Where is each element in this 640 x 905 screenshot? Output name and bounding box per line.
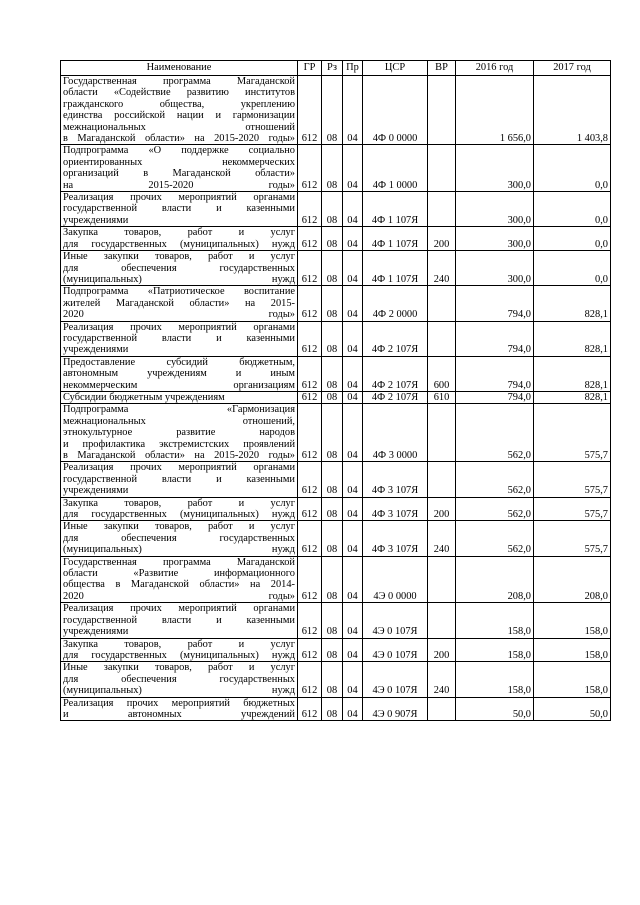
table-row	[61, 662, 611, 697]
cell-2016: 158,0	[456, 638, 534, 662]
table-row	[61, 404, 611, 462]
table-row	[61, 192, 611, 227]
cell-name	[61, 521, 298, 556]
cell-pr: 04	[343, 404, 363, 462]
table-row	[61, 497, 611, 521]
name-line: Реализация прочих мероприятий органами	[63, 192, 295, 204]
cell-gr: 612	[298, 391, 322, 403]
cell-vr: 200	[428, 497, 456, 521]
name-line: (муниципальных) нужд	[63, 544, 295, 556]
name-line: Подпрограмма «Патриотическое воспитание	[63, 286, 295, 298]
name-line: Подпрограмма «Гармонизация	[63, 404, 295, 416]
cell-2016: 562,0	[456, 521, 534, 556]
cell-csr: 4Ф 2 107Я	[363, 321, 428, 356]
cell-csr: 4Ф 3 107Я	[363, 462, 428, 497]
cell-vr	[428, 556, 456, 603]
cell-2016: 208,0	[456, 556, 534, 603]
cell-pr: 04	[343, 391, 363, 403]
cell-rz: 08	[322, 76, 343, 145]
name-line: учреждениями	[63, 626, 129, 638]
cell-gr: 612	[298, 76, 322, 145]
name-line: для государственных (муниципальных) нужд	[63, 238, 295, 250]
table-row	[61, 251, 611, 286]
cell-rz: 08	[322, 321, 343, 356]
cell-2017: 575,7	[534, 462, 611, 497]
cell-gr: 612	[298, 286, 322, 321]
cell-gr: 612	[298, 251, 322, 286]
cell-csr: 4Э 0 107Я	[363, 603, 428, 638]
cell-csr: 4Ф 1 107Я	[363, 251, 428, 286]
cell-2016: 562,0	[456, 404, 534, 462]
table-row	[61, 145, 611, 192]
cell-name	[61, 192, 298, 227]
name-line: межнациональных отношений	[63, 121, 295, 133]
name-line: межнациональных отношений,	[63, 415, 295, 427]
cell-csr: 4Ф 3 0000	[363, 404, 428, 462]
table-body	[61, 76, 611, 721]
cell-2016: 300,0	[456, 192, 534, 227]
cell-rz: 08	[322, 638, 343, 662]
header-csr: ЦСР	[363, 61, 428, 76]
name-line: жителей Магаданской области» на 2015-	[63, 297, 295, 309]
cell-2017: 828,1	[534, 321, 611, 356]
cell-rz: 08	[322, 497, 343, 521]
cell-vr	[428, 192, 456, 227]
name-line: в Магаданской области» на 2015-2020 годы»	[63, 133, 295, 145]
name-line: государственной власти и казенными	[63, 473, 295, 485]
cell-vr: 240	[428, 521, 456, 556]
table-row	[61, 76, 611, 145]
name-line: гражданского общества, укреплению	[63, 98, 295, 110]
cell-vr: 600	[428, 356, 456, 391]
table-row	[61, 697, 611, 721]
cell-2017: 0,0	[534, 251, 611, 286]
table-row	[61, 391, 611, 403]
cell-2016: 794,0	[456, 286, 534, 321]
cell-csr: 4Ф 3 107Я	[363, 521, 428, 556]
cell-rz: 08	[322, 603, 343, 638]
cell-pr: 04	[343, 356, 363, 391]
cell-name	[61, 697, 298, 721]
cell-pr: 04	[343, 556, 363, 603]
cell-gr: 612	[298, 497, 322, 521]
name-line: учреждениями	[63, 344, 129, 356]
table-row	[61, 286, 611, 321]
cell-name	[61, 497, 298, 521]
cell-pr: 04	[343, 227, 363, 251]
cell-2017: 1 403,8	[534, 76, 611, 145]
cell-csr: 4Ф 0 0000	[363, 76, 428, 145]
cell-2016: 300,0	[456, 227, 534, 251]
name-line: Субсидии бюджетным учреждениям	[63, 391, 225, 403]
name-line: области «Содействие развитию институтов	[63, 87, 295, 99]
table-row	[61, 638, 611, 662]
name-line: этнокультурное развитие народов	[63, 427, 295, 439]
header-rz: Рз	[322, 61, 343, 76]
name-line: для обеспечения государственных	[63, 262, 295, 274]
cell-name	[61, 603, 298, 638]
cell-name	[61, 404, 298, 462]
cell-csr: 4Ф 1 0000	[363, 145, 428, 192]
cell-csr: 4Ф 2 107Я	[363, 356, 428, 391]
name-line: 2020 годы»	[63, 590, 295, 602]
name-line: Закупка товаров, работ и услуг	[63, 497, 295, 509]
cell-gr: 612	[298, 662, 322, 697]
cell-rz: 08	[322, 697, 343, 721]
cell-rz: 08	[322, 521, 343, 556]
cell-2017: 158,0	[534, 638, 611, 662]
cell-vr	[428, 286, 456, 321]
cell-vr: 240	[428, 662, 456, 697]
cell-2017: 828,1	[534, 391, 611, 403]
cell-csr: 4Ф 2 0000	[363, 286, 428, 321]
name-line: для государственных (муниципальных) нужд	[63, 509, 295, 521]
cell-csr: 4Ф 1 107Я	[363, 227, 428, 251]
name-line: Реализация прочих мероприятий органами	[63, 462, 295, 474]
name-line: Иные закупки товаров, работ и услуг	[63, 251, 295, 263]
cell-name	[61, 145, 298, 192]
cell-2016: 158,0	[456, 662, 534, 697]
name-line: (муниципальных) нужд	[63, 685, 295, 697]
cell-2016: 794,0	[456, 391, 534, 403]
name-line: автономным учреждениям и иным	[63, 368, 295, 380]
cell-rz: 08	[322, 192, 343, 227]
cell-name	[61, 638, 298, 662]
name-line: Закупка товаров, работ и услуг	[63, 227, 295, 239]
cell-vr: 200	[428, 227, 456, 251]
cell-vr	[428, 697, 456, 721]
cell-name	[61, 662, 298, 697]
name-line: Иные закупки товаров, работ и услуг	[63, 521, 295, 533]
cell-pr: 04	[343, 603, 363, 638]
cell-rz: 08	[322, 462, 343, 497]
cell-csr: 4Ф 2 107Я	[363, 391, 428, 403]
cell-rz: 08	[322, 404, 343, 462]
cell-pr: 04	[343, 697, 363, 721]
cell-csr: 4Э 0 107Я	[363, 662, 428, 697]
cell-rz: 08	[322, 251, 343, 286]
name-line: для обеспечения государственных	[63, 673, 295, 685]
name-line: Предоставление субсидий бюджетным,	[63, 356, 295, 368]
cell-gr: 612	[298, 697, 322, 721]
name-line: Подпрограмма «О поддержке социально	[63, 145, 295, 157]
cell-name	[61, 321, 298, 356]
name-line: государственной власти и казенными	[63, 332, 295, 344]
name-line: области «Развитие информационного	[63, 568, 295, 580]
name-line: Закупка товаров, работ и услуг	[63, 638, 295, 650]
cell-vr: 200	[428, 638, 456, 662]
cell-vr	[428, 76, 456, 145]
cell-pr: 04	[343, 145, 363, 192]
name-line: Государственная программа Магаданской	[63, 556, 295, 568]
cell-rz: 08	[322, 145, 343, 192]
cell-2017: 208,0	[534, 556, 611, 603]
name-line: государственной власти и казенными	[63, 203, 295, 215]
cell-2017: 158,0	[534, 662, 611, 697]
cell-rz: 08	[322, 391, 343, 403]
cell-gr: 612	[298, 404, 322, 462]
table-header-row	[61, 61, 611, 76]
table-row	[61, 556, 611, 603]
cell-2016: 300,0	[456, 145, 534, 192]
cell-pr: 04	[343, 462, 363, 497]
cell-gr: 612	[298, 227, 322, 251]
cell-pr: 04	[343, 192, 363, 227]
table-row	[61, 462, 611, 497]
cell-2017: 828,1	[534, 356, 611, 391]
name-line: (муниципальных) нужд	[63, 273, 295, 285]
cell-name	[61, 356, 298, 391]
name-line: организаций в Магаданской области»	[63, 168, 295, 180]
cell-2017: 0,0	[534, 145, 611, 192]
cell-name	[61, 227, 298, 251]
cell-name	[61, 462, 298, 497]
name-line: Иные закупки товаров, работ и услуг	[63, 662, 295, 674]
cell-csr: 4Э 0 907Я	[363, 697, 428, 721]
cell-2016: 158,0	[456, 603, 534, 638]
cell-gr: 612	[298, 638, 322, 662]
name-line: для обеспечения государственных	[63, 532, 295, 544]
cell-rz: 08	[322, 556, 343, 603]
name-line: государственной власти и казенными	[63, 614, 295, 626]
name-line: некоммерческим организациям	[63, 379, 295, 391]
cell-vr	[428, 404, 456, 462]
cell-pr: 04	[343, 497, 363, 521]
cell-vr: 610	[428, 391, 456, 403]
cell-rz: 08	[322, 227, 343, 251]
cell-pr: 04	[343, 662, 363, 697]
name-line: Государственная программа Магаданской	[63, 76, 295, 87]
cell-2017: 50,0	[534, 697, 611, 721]
header-vr: ВР	[428, 61, 456, 76]
cell-gr: 612	[298, 192, 322, 227]
cell-rz: 08	[322, 662, 343, 697]
cell-pr: 04	[343, 321, 363, 356]
cell-name	[61, 76, 298, 145]
cell-csr: 4Ф 3 107Я	[363, 497, 428, 521]
name-line: учреждениями	[63, 485, 129, 497]
cell-2017: 0,0	[534, 227, 611, 251]
name-line: на 2015-2020 годы»	[63, 179, 295, 191]
name-line: Реализация прочих мероприятий бюджетных	[63, 697, 295, 709]
name-line: Реализация прочих мероприятий органами	[63, 321, 295, 333]
cell-gr: 612	[298, 356, 322, 391]
cell-2017: 0,0	[534, 192, 611, 227]
cell-name	[61, 286, 298, 321]
cell-2016: 1 656,0	[456, 76, 534, 145]
cell-rz: 08	[322, 286, 343, 321]
cell-gr: 612	[298, 603, 322, 638]
cell-2016: 794,0	[456, 321, 534, 356]
cell-2017: 158,0	[534, 603, 611, 638]
name-line: Реализация прочих мероприятий органами	[63, 603, 295, 615]
cell-vr: 240	[428, 251, 456, 286]
cell-rz: 08	[322, 356, 343, 391]
cell-2017: 575,7	[534, 497, 611, 521]
cell-pr: 04	[343, 251, 363, 286]
header-gr: ГР	[298, 61, 322, 76]
cell-2017: 575,7	[534, 404, 611, 462]
cell-csr: 4Э 0 0000	[363, 556, 428, 603]
name-line: в Магаданской области» на 2015-2020 годы»	[63, 450, 295, 461]
name-line: ориентированных некоммерческих	[63, 156, 295, 168]
name-line: учреждениями	[63, 214, 129, 226]
cell-vr	[428, 321, 456, 356]
cell-name	[61, 391, 298, 403]
table-row	[61, 603, 611, 638]
cell-name	[61, 556, 298, 603]
table-row	[61, 521, 611, 556]
name-line: единства российской нации и гармонизации	[63, 110, 295, 122]
cell-2016: 50,0	[456, 697, 534, 721]
name-line: 2020 годы»	[63, 309, 295, 321]
header-name: Наименование	[61, 61, 298, 76]
cell-vr	[428, 462, 456, 497]
cell-2017: 575,7	[534, 521, 611, 556]
name-line: для государственных (муниципальных) нужд	[63, 649, 295, 661]
table-row	[61, 321, 611, 356]
cell-2016: 794,0	[456, 356, 534, 391]
cell-pr: 04	[343, 638, 363, 662]
name-line: и автономных учреждений	[63, 708, 295, 720]
cell-gr: 612	[298, 556, 322, 603]
header-2017: 2017 год	[534, 61, 611, 76]
cell-gr: 612	[298, 462, 322, 497]
header-pr: Пр	[343, 61, 363, 76]
cell-2016: 562,0	[456, 497, 534, 521]
name-line: общества в Магаданской области» на 2014-	[63, 579, 295, 591]
header-2016: 2016 год	[456, 61, 534, 76]
table-row	[61, 227, 611, 251]
name-line: и профилактика экстремистских проявлений	[63, 438, 295, 450]
cell-gr: 612	[298, 321, 322, 356]
cell-2016: 300,0	[456, 251, 534, 286]
cell-vr	[428, 603, 456, 638]
cell-pr: 04	[343, 521, 363, 556]
cell-pr: 04	[343, 286, 363, 321]
cell-csr: 4Ф 1 107Я	[363, 192, 428, 227]
cell-csr: 4Э 0 107Я	[363, 638, 428, 662]
cell-gr: 612	[298, 521, 322, 556]
cell-vr	[428, 145, 456, 192]
cell-2016: 562,0	[456, 462, 534, 497]
budget-table	[60, 60, 611, 721]
table-row	[61, 356, 611, 391]
cell-name	[61, 251, 298, 286]
cell-pr: 04	[343, 76, 363, 145]
cell-2017: 828,1	[534, 286, 611, 321]
document-page	[60, 60, 610, 721]
cell-gr: 612	[298, 145, 322, 192]
